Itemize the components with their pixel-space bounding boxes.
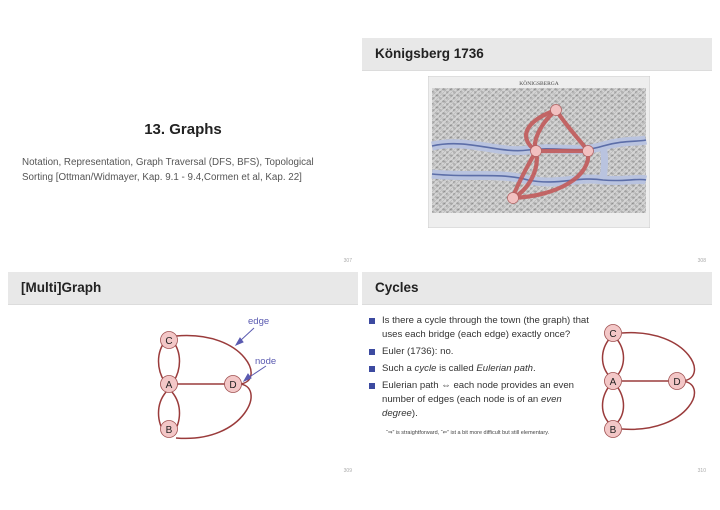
bullet-marker	[369, 383, 375, 389]
page-number: 307	[343, 258, 352, 264]
bullet-item: Such a cycle is called Eulerian path.	[368, 362, 596, 376]
graph-edge	[616, 385, 624, 424]
page-number: 309	[343, 468, 352, 474]
bullet-marker	[369, 318, 375, 324]
slide-title: Cycles	[375, 280, 419, 295]
node-label: B	[609, 425, 617, 436]
bullet-item: Is there a cycle through the town (the graph) that uses each bridge (each edge) exactly once?	[368, 314, 596, 342]
bullet-marker	[369, 349, 375, 355]
node-label: C	[165, 336, 173, 347]
slide-heading: 13. Graphs	[144, 121, 222, 138]
slide-konigsberg	[362, 38, 712, 270]
slide-subtitle: Notation, Representation, Graph Traversal (DFS, BFS), Topological Sorting [Ottman/Widmayer, Kap. 9.1 - 9.4,Cormen et al, Kap. 22]	[22, 157, 314, 183]
slide-title-bar	[362, 272, 712, 305]
cycles-graph-diagram	[594, 322, 714, 452]
slide-title: Königsberg 1736	[375, 46, 484, 61]
graph-edge	[176, 384, 251, 438]
node-label: B	[165, 425, 173, 436]
slide-cycles	[362, 272, 712, 480]
annotation-edge: edge	[248, 316, 270, 327]
bullet-list	[368, 314, 596, 424]
bullet-marker	[369, 366, 375, 372]
node-label: D	[673, 377, 681, 388]
slide-title-bar	[362, 38, 712, 71]
graph-edge	[616, 338, 624, 377]
multigraph-diagram	[8, 272, 358, 480]
konigsberg-map	[428, 76, 650, 228]
page-number: 310	[697, 468, 706, 474]
node-label: C	[609, 329, 617, 340]
page-number: 308	[697, 258, 706, 264]
bullet-item: Eulerian path ⇔ each node provides an even number of edges (each node is of an even degree).	[368, 379, 596, 421]
graph-edge	[622, 333, 694, 381]
node-label: A	[609, 377, 617, 388]
bullet-item: Euler (1736): no.	[368, 345, 596, 359]
slide-multigraph	[8, 272, 358, 480]
node-label: D	[229, 380, 237, 391]
graph-edge	[603, 385, 611, 424]
annotation-node: node	[255, 356, 277, 367]
graph-edge	[622, 381, 694, 429]
footnote: “⇒” is straightforward, “⇐” ist a bit more difficult but still elementary.	[386, 430, 550, 436]
slide-graphs-title	[8, 38, 358, 270]
slide-title: [Multi]Graph	[21, 280, 102, 295]
map-caption: KÖNIGSBERGA	[519, 81, 559, 87]
node-label: A	[165, 380, 173, 391]
graph-edge	[603, 338, 611, 377]
